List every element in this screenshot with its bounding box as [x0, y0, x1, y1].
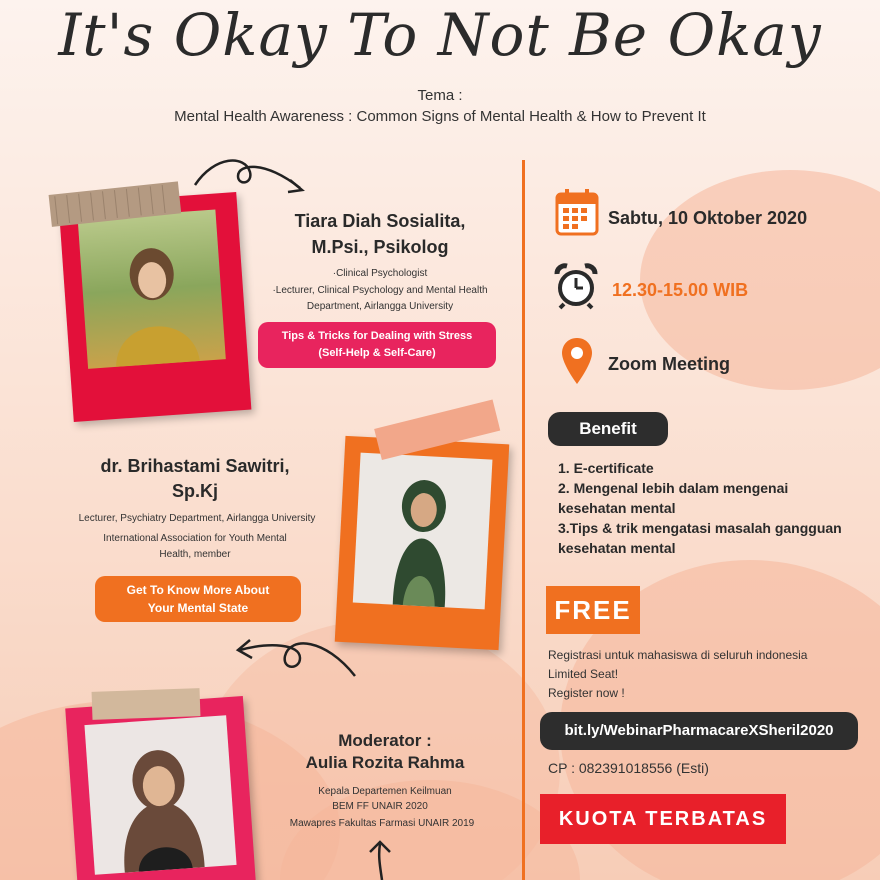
moderator-desc-line1: Kepala Departemen Keilmuan	[318, 786, 452, 797]
curly-arrow-icon	[360, 838, 400, 880]
registration-line: Registrasi untuk mahasiswa di seluruh indonesia	[548, 648, 808, 662]
tape	[366, 396, 506, 462]
registration-link[interactable]: bit.ly/WebinarPharmacareXSheril2020	[540, 712, 858, 750]
registration-info	[548, 646, 868, 703]
speaker1-desc-line3: Department, Airlangga University	[306, 301, 454, 312]
speaker2-photo	[353, 453, 493, 610]
contact-person: CP : 082391018556 (Esti)	[548, 760, 709, 776]
tema-label: Tema :	[417, 87, 463, 104]
benefit-item: 2. Mengenal lebih dalam mengenai kesehatan mental	[558, 480, 789, 516]
speaker1-name-line2: M.Psi., Psikolog	[311, 237, 449, 257]
moderator-label: Moderator :	[338, 731, 432, 750]
speaker2-desc-line3: Health, member	[159, 549, 231, 560]
speaker2-name-line1: dr. Brihastami Sawitri,	[100, 456, 290, 476]
location-pin-icon	[560, 336, 594, 386]
tape	[46, 180, 186, 230]
poster-title: It's Okay To Not Be Okay	[58, 1, 822, 69]
speaker2-photo-frame	[335, 436, 510, 650]
speaker1-topic	[258, 322, 496, 368]
moderator-desc-line3: Mawapres Fakultas Farmasi UNAIR 2019	[289, 818, 475, 829]
benefit-item: 3.Tips & trik mengatasi masalah gangguan kesehatan mental	[558, 520, 842, 556]
speaker2-desc-line2: International Association for Youth Mental	[103, 533, 287, 544]
event-time: 12.30-15.00 WIB	[612, 280, 749, 300]
vertical-divider	[522, 160, 525, 880]
registration-line: Limited Seat!	[548, 667, 619, 681]
event-date: Sabtu, 10 Oktober 2020	[608, 208, 808, 228]
moderator-name: Aulia Rozita Rahma	[305, 753, 465, 772]
benefit-label: Benefit	[548, 412, 668, 446]
registration-line: Register now !	[548, 686, 625, 700]
tape	[86, 680, 206, 726]
curly-arrow-icon	[230, 628, 360, 684]
event-place: Zoom Meeting	[608, 354, 730, 374]
speaker1-topic-line1: Tips & Tricks for Dealing with Stress	[281, 330, 473, 342]
speaker2-topic-line2: Your Mental State	[147, 601, 249, 615]
curly-arrow-icon	[190, 150, 320, 200]
speaker2-desc-line1: Lecturer, Psychiatry Department, Airlangga University	[78, 513, 316, 524]
speaker1-name-line1: Tiara Diah Sosialita,	[294, 211, 466, 231]
tema-text: Mental Health Awareness : Common Signs of Mental Health & How to Prevent It	[174, 108, 706, 125]
speaker1-desc-line2: ·Lecturer, Clinical Psychology and Mental Health	[272, 285, 488, 296]
speaker1-desc-line1: ·Clinical Psychologist	[332, 268, 428, 279]
calendar-icon	[555, 188, 599, 236]
speaker1-photo	[78, 210, 226, 369]
benefit-list	[558, 458, 858, 558]
speaker1-topic-line2: (Self-Help & Self-Care)	[318, 347, 436, 359]
moderator-photo	[84, 715, 236, 875]
speaker2-name-line2: Sp.Kj	[171, 481, 218, 501]
free-badge: FREE	[546, 586, 640, 634]
speaker2-topic	[95, 576, 301, 622]
alarm-clock-icon	[552, 262, 600, 310]
speaker2-topic-line1: Get To Know More About	[126, 583, 270, 597]
limited-quota-banner: KUOTA TERBATAS	[540, 794, 786, 844]
benefit-item: 1. E-certificate	[558, 460, 654, 476]
moderator-desc-line2: BEM FF UNAIR 2020	[332, 801, 428, 812]
